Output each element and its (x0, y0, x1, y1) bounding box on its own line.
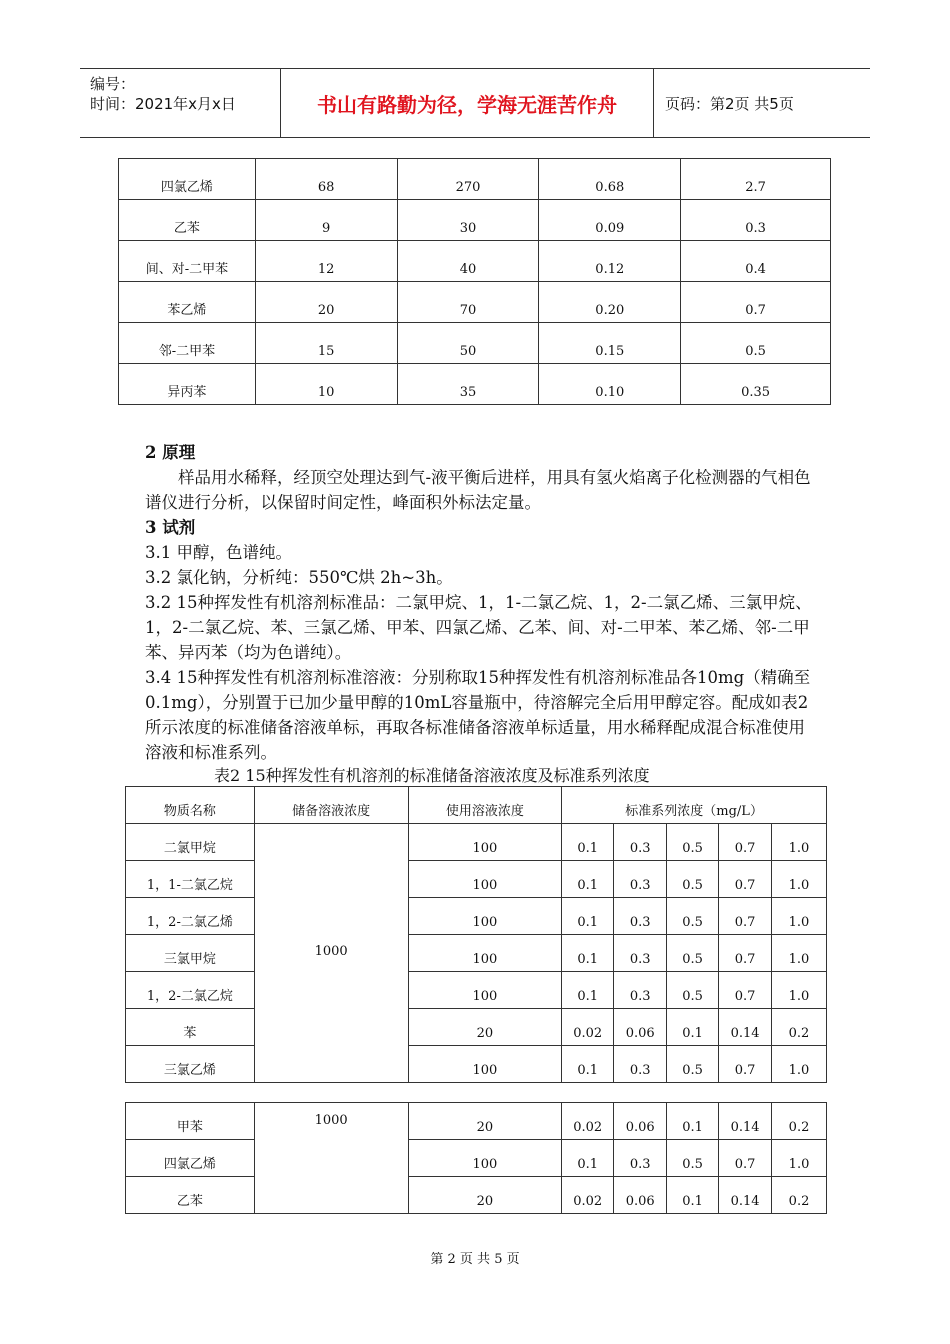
series-cell: 0.1 (562, 972, 614, 1009)
series-cell: 0.7 (719, 972, 772, 1009)
para-3-2a: 3.2 氯化钠，分析纯：550℃烘 2h~3h。 (145, 568, 453, 587)
table-cell: 0.20 (539, 282, 681, 323)
page-header (80, 68, 870, 138)
series-cell: 0.2 (772, 1103, 827, 1140)
series-cell: 0.14 (719, 1103, 772, 1140)
table-cell: 0.10 (539, 364, 681, 405)
header-series: 标准系列浓度（mg/L） (562, 787, 827, 824)
table-cell: 0.3 (681, 200, 831, 241)
series-cell: 0.1 (667, 1103, 719, 1140)
substance-cell: 三氯甲烷 (126, 935, 255, 972)
series-cell: 0.7 (719, 935, 772, 972)
substance-cell: 甲苯 (126, 1103, 255, 1140)
para-3-1: 3.1 甲醇，色谱纯。 (145, 543, 292, 562)
header-stock: 储备溶液浓度 (254, 787, 408, 824)
section-2 (145, 440, 815, 765)
substance-cell: 三氯乙烯 (126, 1046, 255, 1083)
series-cell: 0.1 (667, 1177, 719, 1214)
working-concentration-cell: 100 (408, 898, 562, 935)
table-cell: 间、对-二甲苯 (119, 241, 256, 282)
table-cell: 0.12 (539, 241, 681, 282)
table-cell: 异丙苯 (119, 364, 256, 405)
table-cell: 10 (255, 364, 397, 405)
table-cell: 0.7 (681, 282, 831, 323)
table-cell: 9 (255, 200, 397, 241)
working-concentration-cell: 100 (408, 935, 562, 972)
section-3-title: 3 试剂 (145, 518, 196, 537)
table-row (119, 159, 831, 200)
series-cell: 0.2 (772, 1177, 827, 1214)
header-motto: 书山有路勤为径，学海无涯苦作舟 (281, 69, 654, 137)
substance-cell: 1，2-二氯乙烯 (126, 898, 255, 935)
table-cell: 四氯乙烯 (119, 159, 256, 200)
series-cell: 1.0 (772, 898, 827, 935)
series-cell: 0.3 (614, 935, 667, 972)
substance-cell: 1，1-二氯乙烷 (126, 861, 255, 898)
series-cell: 0.3 (614, 861, 667, 898)
para-3-4: 3.4 15种挥发性有机溶剂标准溶液：分别称取15种挥发性有机溶剂标准品各10mg（精确至0.1mg），分别置于已加少量甲醇的10mL容量瓶中，待溶解完全后用甲醇定容。配成如表2所示浓度的标准储备溶液单标，再取各标准储备溶液单标适量，用水稀释配成混合标准使用溶液和标准系列。 (145, 668, 811, 762)
header-working: 使用溶液浓度 (408, 787, 562, 824)
series-cell: 0.1 (562, 1046, 614, 1083)
series-cell: 0.7 (719, 824, 772, 861)
table-row (126, 898, 827, 935)
table-cell: 15 (255, 323, 397, 364)
number-label: 编号： (90, 75, 136, 93)
table-cell: 苯乙烯 (119, 282, 256, 323)
substance-cell: 1，2-二氯乙烷 (126, 972, 255, 1009)
table-row (126, 1140, 827, 1177)
table-2-header-row (126, 787, 827, 824)
table-cell: 0.35 (681, 364, 831, 405)
table-row (119, 200, 831, 241)
page-footer: 第 2 页 共 5 页 (430, 1252, 520, 1267)
section-2-title: 2 原理 (145, 443, 196, 462)
table-row (126, 1177, 827, 1214)
header-substance: 物质名称 (126, 787, 255, 824)
working-concentration-cell: 100 (408, 1140, 562, 1177)
header-page-info: 页码：第2页 共5页 (665, 95, 794, 113)
table-2 (125, 786, 827, 1083)
series-cell: 0.7 (719, 1046, 772, 1083)
table-cell: 0.09 (539, 200, 681, 241)
table-row (126, 972, 827, 1009)
series-cell: 0.1 (562, 1140, 614, 1177)
series-cell: 0.3 (614, 1140, 667, 1177)
working-concentration-cell: 100 (408, 861, 562, 898)
series-cell: 0.14 (719, 1177, 772, 1214)
table-row (119, 323, 831, 364)
substance-cell: 乙苯 (126, 1177, 255, 1214)
working-concentration-cell: 20 (408, 1177, 562, 1214)
time-label: 时间：2021年x月x日 (90, 95, 236, 113)
stock-concentration-cell: 1000 (254, 1103, 408, 1214)
series-cell: 1.0 (772, 824, 827, 861)
working-concentration-cell: 100 (408, 1046, 562, 1083)
table-cell: 35 (397, 364, 539, 405)
series-cell: 0.06 (614, 1009, 667, 1046)
series-cell: 0.06 (614, 1103, 667, 1140)
series-cell: 1.0 (772, 1046, 827, 1083)
series-cell: 0.02 (562, 1177, 614, 1214)
series-cell: 0.7 (719, 1140, 772, 1177)
table-cell: 12 (255, 241, 397, 282)
table-1-continued (118, 158, 831, 405)
series-cell: 0.3 (614, 1046, 667, 1083)
substance-cell: 苯 (126, 1009, 255, 1046)
series-cell: 0.14 (719, 1009, 772, 1046)
series-cell: 0.3 (614, 824, 667, 861)
para-3-2b: 3.2 15种挥发性有机溶剂标准品：二氯甲烷、1，1-二氯乙烷、1，2-二氯乙烯、三氯甲烷、1，2-二氯乙烷、苯、三氯乙烯、甲苯、四氯乙烯、乙苯、间、对-二甲苯、苯乙烯、邻-二甲苯、异丙苯（均为色谱纯）。 (145, 593, 812, 662)
series-cell: 0.1 (562, 898, 614, 935)
series-cell: 0.02 (562, 1009, 614, 1046)
working-concentration-cell: 100 (408, 972, 562, 1009)
section-2-text: 样品用水稀释，经顶空处理达到气-液平衡后进样，用具有氢火焰离子化检测器的气相色谱仪进行分析，以保留时间定性，峰面积外标法定量。 (145, 468, 811, 512)
series-cell: 0.3 (614, 972, 667, 1009)
series-cell: 0.5 (667, 898, 719, 935)
table-cell: 乙苯 (119, 200, 256, 241)
series-cell: 0.7 (719, 861, 772, 898)
table-row (119, 241, 831, 282)
table-cell: 邻-二甲苯 (119, 323, 256, 364)
header-meta (80, 69, 281, 137)
working-concentration-cell: 20 (408, 1009, 562, 1046)
table-cell: 20 (255, 282, 397, 323)
series-cell: 0.7 (719, 898, 772, 935)
series-cell: 0.5 (667, 824, 719, 861)
series-cell: 0.1 (562, 861, 614, 898)
series-cell: 0.5 (667, 935, 719, 972)
table-cell: 270 (397, 159, 539, 200)
substance-cell: 二氯甲烷 (126, 824, 255, 861)
table-row (126, 1103, 827, 1140)
table-cell: 0.4 (681, 241, 831, 282)
table-2-continued (125, 1102, 827, 1214)
table-cell: 0.5 (681, 323, 831, 364)
table-cell: 50 (397, 323, 539, 364)
table-row (126, 1046, 827, 1083)
series-cell: 0.5 (667, 1140, 719, 1177)
table-row (126, 824, 827, 861)
series-cell: 0.5 (667, 1046, 719, 1083)
table-row (126, 935, 827, 972)
series-cell: 1.0 (772, 935, 827, 972)
table-cell: 2.7 (681, 159, 831, 200)
series-cell: 0.2 (772, 1009, 827, 1046)
table-cell: 0.15 (539, 323, 681, 364)
series-cell: 0.1 (562, 824, 614, 861)
series-cell: 0.06 (614, 1177, 667, 1214)
table-cell: 68 (255, 159, 397, 200)
table-cell: 40 (397, 241, 539, 282)
series-cell: 0.5 (667, 861, 719, 898)
series-cell: 0.02 (562, 1103, 614, 1140)
working-concentration-cell: 100 (408, 824, 562, 861)
series-cell: 1.0 (772, 1140, 827, 1177)
table-row (119, 282, 831, 323)
series-cell: 0.5 (667, 972, 719, 1009)
table-row (119, 364, 831, 405)
table-cell: 70 (397, 282, 539, 323)
table-row (126, 861, 827, 898)
series-cell: 0.3 (614, 898, 667, 935)
stock-concentration-cell: 1000 (254, 824, 408, 1083)
series-cell: 1.0 (772, 972, 827, 1009)
series-cell: 0.1 (562, 935, 614, 972)
table-row (126, 1009, 827, 1046)
table-cell: 30 (397, 200, 539, 241)
table-cell: 0.68 (539, 159, 681, 200)
series-cell: 0.1 (667, 1009, 719, 1046)
substance-cell: 四氯乙烯 (126, 1140, 255, 1177)
table-2-caption: 表2 15种挥发性有机溶剂的标准储备溶液浓度及标准系列浓度 (214, 766, 650, 785)
series-cell: 1.0 (772, 861, 827, 898)
working-concentration-cell: 20 (408, 1103, 562, 1140)
